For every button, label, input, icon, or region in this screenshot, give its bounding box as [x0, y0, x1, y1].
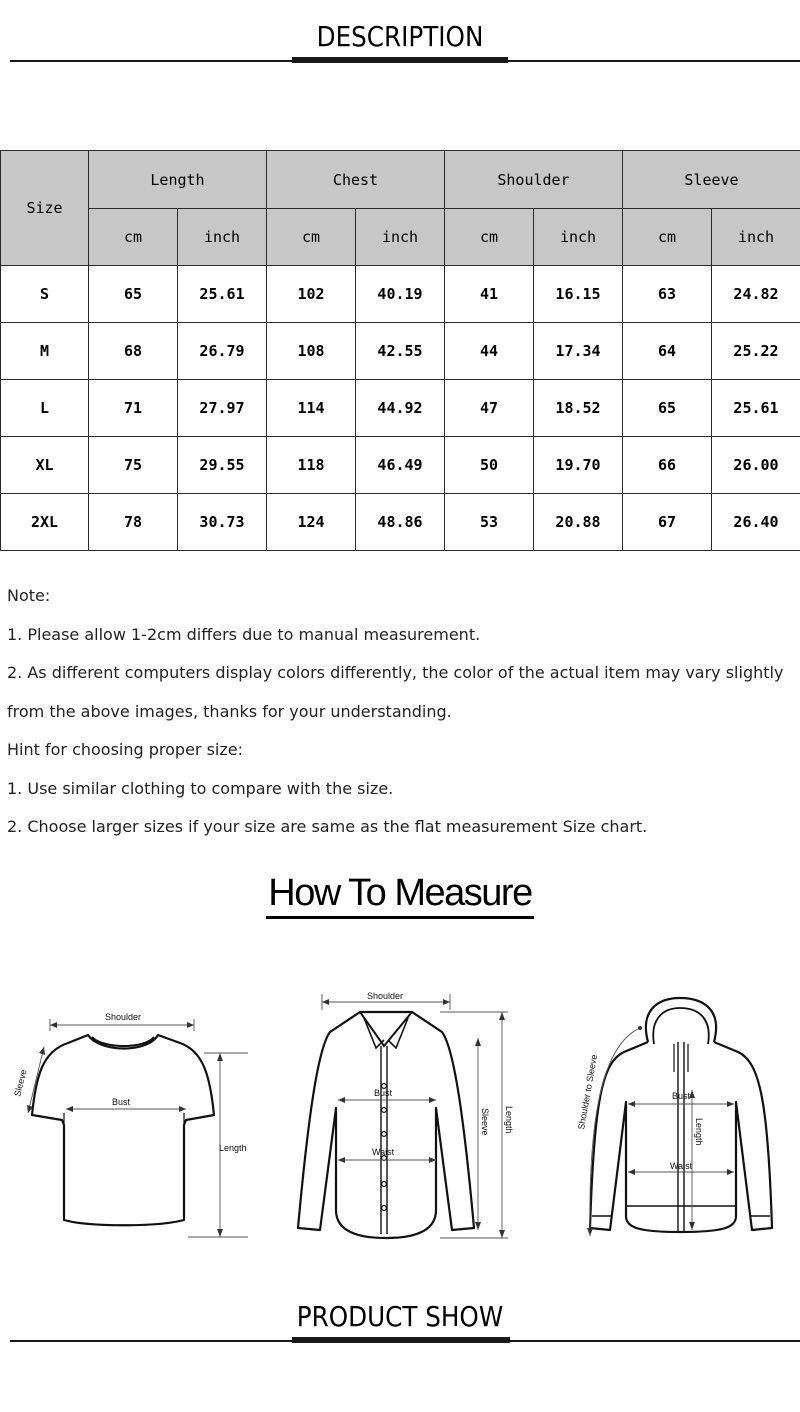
value-cell: 16.15	[534, 266, 623, 323]
note-line: 2. As different computers display colors differently, the color of the actual item may vary slightly	[7, 663, 784, 682]
unit-header: cm	[445, 209, 534, 266]
hint-heading: Hint for choosing proper size:	[7, 740, 243, 759]
notes-block	[7, 583, 797, 853]
value-cell: 30.73	[178, 494, 267, 551]
value-cell: 68	[89, 323, 178, 380]
value-cell: 47	[445, 380, 534, 437]
value-cell: 44	[445, 323, 534, 380]
value-cell: 29.55	[178, 437, 267, 494]
note-line: 1. Please allow 1-2cm differs due to manual measurement.	[7, 624, 481, 644]
value-cell: 25.22	[712, 323, 800, 380]
unit-header: cm	[89, 209, 178, 266]
group-header-sleeve: Sleeve	[623, 151, 800, 209]
value-cell: 26.00	[712, 437, 800, 494]
product-show-title: PRODUCT SHOW	[296, 1300, 504, 1333]
size-cell: 2XL	[1, 494, 89, 551]
value-cell: 27.97	[178, 380, 267, 437]
value-cell: 63	[623, 266, 712, 323]
description-header	[0, 18, 800, 88]
value-cell: 78	[89, 494, 178, 551]
value-cell: 65	[89, 266, 178, 323]
how-to-measure-title: How To Measure	[266, 872, 533, 919]
value-cell: 20.88	[534, 494, 623, 551]
shirt-diagram	[290, 988, 530, 1250]
tshirt-icon	[8, 1005, 258, 1255]
unit-header: inch	[534, 209, 623, 266]
value-cell: 44.92	[356, 380, 445, 437]
value-cell: 42.55	[356, 323, 445, 380]
shirt-sleeve-label: Sleeve	[480, 1108, 490, 1136]
shirt-waist-label: Waist	[372, 1147, 395, 1157]
note-line: from the above images, thanks for your understanding.	[7, 701, 452, 721]
table-row	[1, 323, 800, 380]
size-table	[0, 150, 800, 551]
tshirt-diagram	[8, 1005, 258, 1255]
unit-header: cm	[623, 209, 712, 266]
shirt-icon	[290, 988, 530, 1250]
value-cell: 65	[623, 380, 712, 437]
table-unit-row	[1, 209, 800, 266]
value-cell: 114	[267, 380, 356, 437]
value-cell: 25.61	[712, 380, 800, 437]
tshirt-length-label: Length	[219, 1143, 247, 1153]
shirt-length-label: Length	[504, 1106, 514, 1134]
shirt-bust-label: Bust	[374, 1088, 393, 1098]
hint-line: 1. Use similar clothing to compare with the size.	[7, 778, 394, 798]
table-row	[1, 380, 800, 437]
value-cell: 19.70	[534, 437, 623, 494]
value-cell: 75	[89, 437, 178, 494]
group-header-length: Length	[89, 151, 267, 209]
value-cell: 50	[445, 437, 534, 494]
table-row	[1, 437, 800, 494]
product-show-header	[0, 1298, 800, 1368]
value-cell: 24.82	[712, 266, 800, 323]
size-cell: S	[1, 266, 89, 323]
tshirt-bust-label: Bust	[112, 1097, 131, 1107]
hint-line: 2. Choose larger sizes if your size are same as the flat measurement Size chart.	[7, 817, 648, 836]
value-cell: 71	[89, 380, 178, 437]
value-cell: 48.86	[356, 494, 445, 551]
size-cell: XL	[1, 437, 89, 494]
hoodie-length-label: Length	[694, 1118, 704, 1146]
group-header-chest: Chest	[267, 151, 445, 209]
value-cell: 53	[445, 494, 534, 551]
table-header-row	[1, 151, 800, 209]
how-to-measure-heading	[0, 872, 800, 915]
hoodie-bust-label: Bust	[672, 1091, 691, 1101]
size-cell: L	[1, 380, 89, 437]
size-header-cell: Size	[1, 151, 89, 266]
hoodie-diagram	[570, 992, 795, 1252]
product-show-bar	[292, 1337, 510, 1343]
description-bar	[292, 57, 508, 63]
value-cell: 40.19	[356, 266, 445, 323]
group-header-shoulder: Shoulder	[445, 151, 623, 209]
value-cell: 118	[267, 437, 356, 494]
value-cell: 67	[623, 494, 712, 551]
value-cell: 108	[267, 323, 356, 380]
unit-header: inch	[712, 209, 800, 266]
value-cell: 124	[267, 494, 356, 551]
hoodie-waist-label: Waist	[670, 1161, 693, 1171]
value-cell: 66	[623, 437, 712, 494]
description-title: DESCRIPTION	[316, 20, 484, 53]
tshirt-sleeve-label: Sleeve	[12, 1068, 29, 1098]
value-cell: 25.61	[178, 266, 267, 323]
value-cell: 64	[623, 323, 712, 380]
size-cell: M	[1, 323, 89, 380]
unit-header: inch	[178, 209, 267, 266]
value-cell: 17.34	[534, 323, 623, 380]
unit-header: cm	[267, 209, 356, 266]
note-heading: Note:	[7, 586, 51, 605]
table-row	[1, 494, 800, 551]
value-cell: 26.79	[178, 323, 267, 380]
value-cell: 46.49	[356, 437, 445, 494]
tshirt-shoulder-label: Shoulder	[105, 1012, 142, 1022]
hoodie-shoulder-to-sleeve-label: Shoulder to Sleeve	[576, 1053, 600, 1131]
value-cell: 41	[445, 266, 534, 323]
value-cell: 102	[267, 266, 356, 323]
shirt-shoulder-label: Shoulder	[367, 991, 404, 1001]
hoodie-icon	[570, 992, 795, 1252]
table-row	[1, 266, 800, 323]
unit-header: inch	[356, 209, 445, 266]
value-cell: 26.40	[712, 494, 800, 551]
value-cell: 18.52	[534, 380, 623, 437]
